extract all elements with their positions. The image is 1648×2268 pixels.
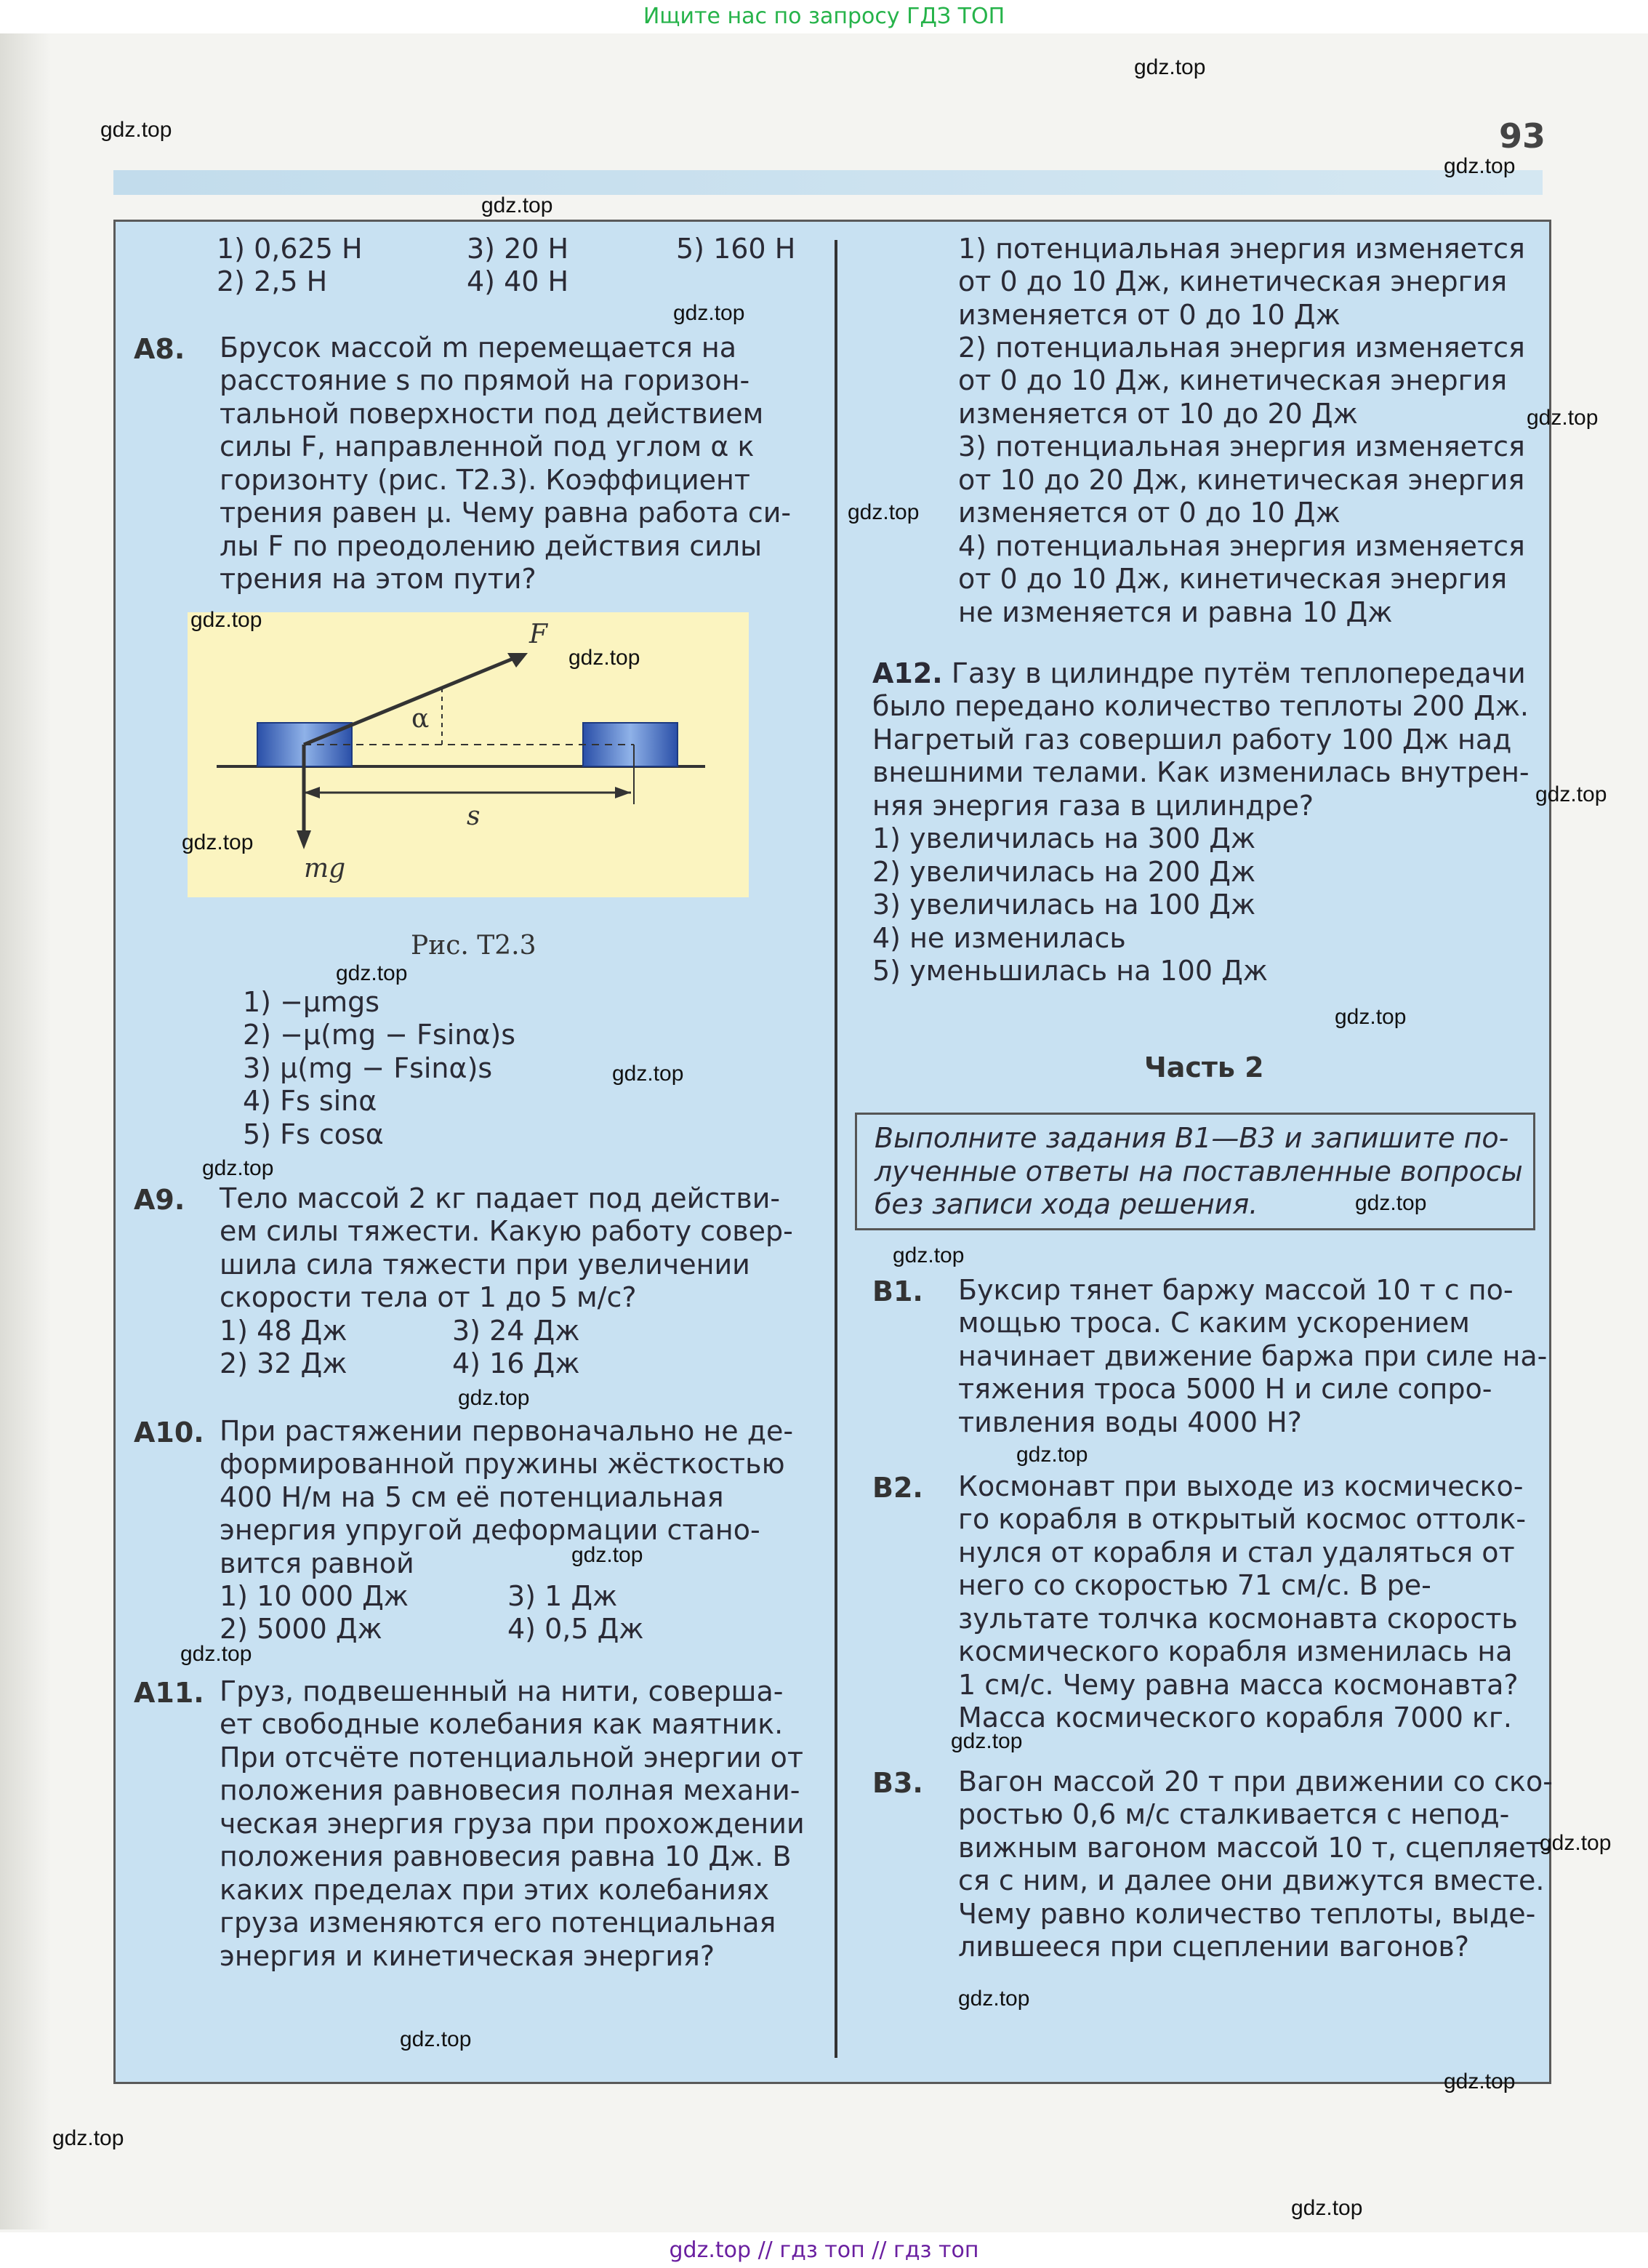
- a11-option-line: 1) потенциальная энергия изменяется: [958, 233, 1525, 265]
- distance-arrow-left: [304, 787, 320, 798]
- watermark: gdz.top: [336, 961, 408, 985]
- a11-option-line: от 10 до 20 Дж, кинетическая энергия: [958, 464, 1525, 496]
- watermark: gdz.top: [951, 1729, 1023, 1753]
- watermark: gdz.top: [1355, 1191, 1427, 1215]
- a8-line: тальной поверхности под действием: [220, 398, 764, 430]
- watermark: gdz.top: [1535, 782, 1607, 806]
- watermark: gdz.top: [568, 646, 640, 670]
- b2-line: космического корабля изменилась на: [958, 1635, 1513, 1667]
- a10-option: 2) 5000 Дж: [220, 1613, 382, 1645]
- a11-option-line: от 0 до 10 Дж, кинетическая энергия: [958, 563, 1508, 595]
- watermark: gdz.top: [958, 1987, 1030, 2011]
- a8-line: силы F, направленной под углом α к: [220, 430, 755, 462]
- a8-line: лы F по преодолению действия силы: [220, 530, 763, 562]
- a11-line: энергия и кинетическая энергия?: [220, 1940, 715, 1972]
- a7-option: 1) 0,625 Н: [217, 233, 363, 265]
- a8-line: расстояние s по прямой на горизон-: [220, 364, 750, 396]
- b2-line: него со скоростью 71 см/с. В ре-: [958, 1569, 1431, 1601]
- b3-line: Вагон массой 20 т при движении со ско-: [958, 1766, 1553, 1798]
- page-spine-shadow: [0, 33, 51, 2229]
- a7-option: 3) 20 Н: [467, 233, 569, 265]
- a11-line: При отсчёте потенциальной энергии от: [220, 1742, 804, 1774]
- a10-line: энергия упругой деформации стано-: [220, 1514, 760, 1546]
- b3-line: ся с ним, и далее они движутся вместе.: [958, 1864, 1545, 1896]
- figure-caption: Рис. Т2.3: [411, 931, 536, 961]
- watermark: gdz.top: [1291, 2196, 1363, 2220]
- a9-option: 1) 48 Дж: [220, 1315, 347, 1347]
- b1-label: В1.: [872, 1275, 923, 1307]
- weight-arrowhead: [297, 830, 311, 849]
- a12-option: 5) уменьшилась на 100 Дж: [872, 955, 1269, 987]
- b2-line: го корабля в открытый космос оттолк-: [958, 1503, 1527, 1535]
- watermark: gdz.top: [893, 1243, 965, 1267]
- a9-label: А9.: [134, 1184, 185, 1216]
- a12-line: внешними телами. Как изменилась внутрен-: [872, 756, 1530, 788]
- watermark: gdz.top: [100, 118, 172, 142]
- b2-line: Масса космического корабля 7000 кг.: [958, 1702, 1512, 1734]
- a8-option: 1) −μmgs: [243, 986, 380, 1018]
- b1-line: тивления воды 4000 Н?: [958, 1406, 1302, 1438]
- a11-line: положения равновесия полная механи-: [220, 1774, 800, 1806]
- top-banner-text: Ищите нас по запросу ГДЗ ТОП: [643, 4, 1005, 29]
- distance-arrow-right: [615, 787, 631, 798]
- a11-line: каких пределах при этих колебаниях: [220, 1874, 770, 1906]
- a11-line: ческая энергия груза при прохождении: [220, 1808, 805, 1840]
- top-banner: [0, 0, 1648, 33]
- a11-option-line: изменяется от 0 до 10 Дж: [958, 299, 1340, 331]
- a10-line: 400 Н/м на 5 см её потенциальная: [220, 1481, 724, 1513]
- part-2-instructions: [855, 1113, 1535, 1230]
- a9-line: скорости тела от 1 до 5 м/с?: [220, 1281, 637, 1313]
- bottom-banner-text: gdz.top // гдз топ // гдз топ: [669, 2237, 979, 2263]
- a12-line: Газу в цилиндре путём теплопередачи: [951, 657, 1526, 689]
- a11-line: Груз, подвешенный на нити, соверша-: [220, 1675, 784, 1707]
- a9-line: ем силы тяжести. Какую работу совер-: [220, 1215, 793, 1247]
- a10-option: 3) 1 Дж: [507, 1580, 618, 1612]
- a12-option: 3) увеличилась на 100 Дж: [872, 889, 1256, 921]
- b3-line: лившееся при сцеплении вагонов?: [958, 1931, 1469, 1963]
- part-2-heading: Часть 2: [1144, 1051, 1264, 1083]
- b2-line: 1 см/с. Чему равна масса космонавта?: [958, 1669, 1519, 1701]
- a8-option: 4) Fs sinα: [243, 1085, 377, 1117]
- a9-option: 3) 24 Дж: [452, 1315, 580, 1347]
- watermark: gdz.top: [400, 2027, 472, 2051]
- a10-line: формированной пружины жёсткостью: [220, 1448, 785, 1480]
- a8-line: Брусок массой m перемещается на: [220, 332, 737, 364]
- watermark: gdz.top: [848, 500, 920, 524]
- a10-label: А10.: [134, 1417, 204, 1448]
- a12-line: няя энергия газа в цилиндре?: [872, 790, 1314, 822]
- b2-line: Космонавт при выходе из космическо-: [958, 1470, 1524, 1502]
- a11-line: груза изменяются его потенциальная: [220, 1907, 776, 1939]
- a11-label: А11.: [134, 1677, 204, 1709]
- force-vector: [304, 657, 516, 745]
- watermark: gdz.top: [190, 608, 262, 632]
- watermark: gdz.top: [673, 301, 745, 325]
- b2-line: нулся от корабля и стал удаляться от: [958, 1536, 1515, 1568]
- b3-label: В3.: [872, 1767, 923, 1799]
- distance-label: s: [467, 801, 481, 831]
- page-number: 93: [1499, 116, 1546, 156]
- force-label: F: [529, 620, 547, 649]
- watermark: gdz.top: [571, 1543, 643, 1567]
- a10-line: вится равной: [220, 1547, 414, 1579]
- watermark: gdz.top: [1444, 2069, 1516, 2093]
- a7-option: 2) 2,5 Н: [217, 265, 328, 297]
- watermark: gdz.top: [1134, 55, 1206, 79]
- column-divider: [835, 240, 837, 2058]
- b3-line: Чему равно количество теплоты, выде-: [958, 1898, 1536, 1930]
- a11-line: положения равновесия равна 10 Дж. В: [220, 1840, 792, 1872]
- watermark: gdz.top: [1016, 1443, 1088, 1467]
- watermark: gdz.top: [1444, 154, 1516, 178]
- a12-option: 4) не изменилась: [872, 922, 1126, 954]
- watermark: gdz.top: [481, 193, 553, 217]
- b3-line: ростью 0,6 м/с сталкивается с непод-: [958, 1798, 1510, 1830]
- a11-option-line: 2) потенциальная энергия изменяется: [958, 332, 1525, 364]
- watermark: gdz.top: [612, 1062, 684, 1086]
- a8-label: А8.: [134, 333, 185, 365]
- a9-line: шила сила тяжести при увеличении: [220, 1249, 750, 1281]
- figure-t2-3-drawing: [188, 612, 749, 897]
- a10-option: 1) 10 000 Дж: [220, 1580, 409, 1612]
- watermark: gdz.top: [1527, 406, 1599, 430]
- a11-option-line: 3) потенциальная энергия изменяется: [958, 430, 1525, 462]
- a12-option: 1) увеличилась на 300 Дж: [872, 822, 1256, 854]
- bottom-banner: [0, 2232, 1648, 2268]
- instruction-line: Выполните задания В1—В3 и запишите по-: [875, 1122, 1509, 1154]
- figure-t2-3: [188, 612, 749, 897]
- b1-line: мощью троса. С каким ускорением: [958, 1307, 1470, 1339]
- watermark: gdz.top: [202, 1156, 274, 1180]
- a11-option-line: от 0 до 10 Дж, кинетическая энергия: [958, 265, 1508, 297]
- header-stripe: [113, 170, 1543, 195]
- angle-label: α: [411, 704, 430, 734]
- a8-option: 2) −μ(mg − Fsinα)s: [243, 1019, 516, 1051]
- b2-label: В2.: [872, 1472, 923, 1504]
- b1-line: тяжения троса 5000 Н и силе сопро-: [958, 1373, 1492, 1405]
- a7-option: 5) 160 Н: [676, 233, 796, 265]
- watermark: gdz.top: [1540, 1831, 1612, 1855]
- a8-option: 3) μ(mg − Fsinα)s: [243, 1052, 493, 1084]
- a12-line: было передано количество теплоты 200 Дж.: [872, 690, 1530, 722]
- a9-option: 2) 32 Дж: [220, 1347, 347, 1379]
- a12-label: А12.: [872, 657, 943, 689]
- watermark: gdz.top: [182, 830, 254, 854]
- a7-option: 4) 40 Н: [467, 265, 569, 297]
- a8-line: трения на этом пути?: [220, 563, 536, 595]
- watermark: gdz.top: [1335, 1005, 1407, 1029]
- a11-option-line: 4) потенциальная энергия изменяется: [958, 530, 1525, 562]
- a12-line-first: [872, 657, 1526, 691]
- watermark: gdz.top: [458, 1386, 530, 1410]
- a11-option-line: изменяется от 0 до 10 Дж: [958, 497, 1340, 529]
- b1-line: начинает движение баржа при силе на-: [958, 1340, 1548, 1372]
- a10-option: 4) 0,5 Дж: [507, 1613, 644, 1645]
- watermark: gdz.top: [52, 2126, 124, 2150]
- a8-line: горизонту (рис. Т2.3). Коэффициент: [220, 464, 751, 496]
- a10-line: При растяжении первоначально не де-: [220, 1415, 794, 1447]
- b3-line: вижным вагоном массой 10 т, сцепляет-: [958, 1832, 1552, 1864]
- a11-option-line: изменяется от 10 до 20 Дж: [958, 398, 1358, 430]
- a8-option: 5) Fs cosα: [243, 1118, 384, 1150]
- instruction-line: лученные ответы на поставленные вопросы: [875, 1155, 1523, 1187]
- a8-line: трения равен μ. Чему равна работа си-: [220, 497, 792, 529]
- b1-line: Буксир тянет баржу массой 10 т с по-: [958, 1274, 1514, 1306]
- a9-option: 4) 16 Дж: [452, 1347, 580, 1379]
- watermark: gdz.top: [180, 1642, 252, 1666]
- b2-line: зультате толчка космонавта скорость: [958, 1603, 1518, 1635]
- a11-option-line: не изменяется и равна 10 Дж: [958, 596, 1393, 628]
- instruction-line: без записи хода решения.: [875, 1188, 1258, 1220]
- a12-line: Нагретый газ совершил работу 100 Дж над: [872, 724, 1512, 756]
- a12-option: 2) увеличилась на 200 Дж: [872, 856, 1256, 888]
- a11-line: ет свободные колебания как маятник.: [220, 1708, 784, 1740]
- weight-label: mg: [304, 854, 346, 883]
- a9-line: Тело массой 2 кг падает под действи-: [220, 1182, 781, 1214]
- a11-option-line: от 0 до 10 Дж, кинетическая энергия: [958, 364, 1508, 396]
